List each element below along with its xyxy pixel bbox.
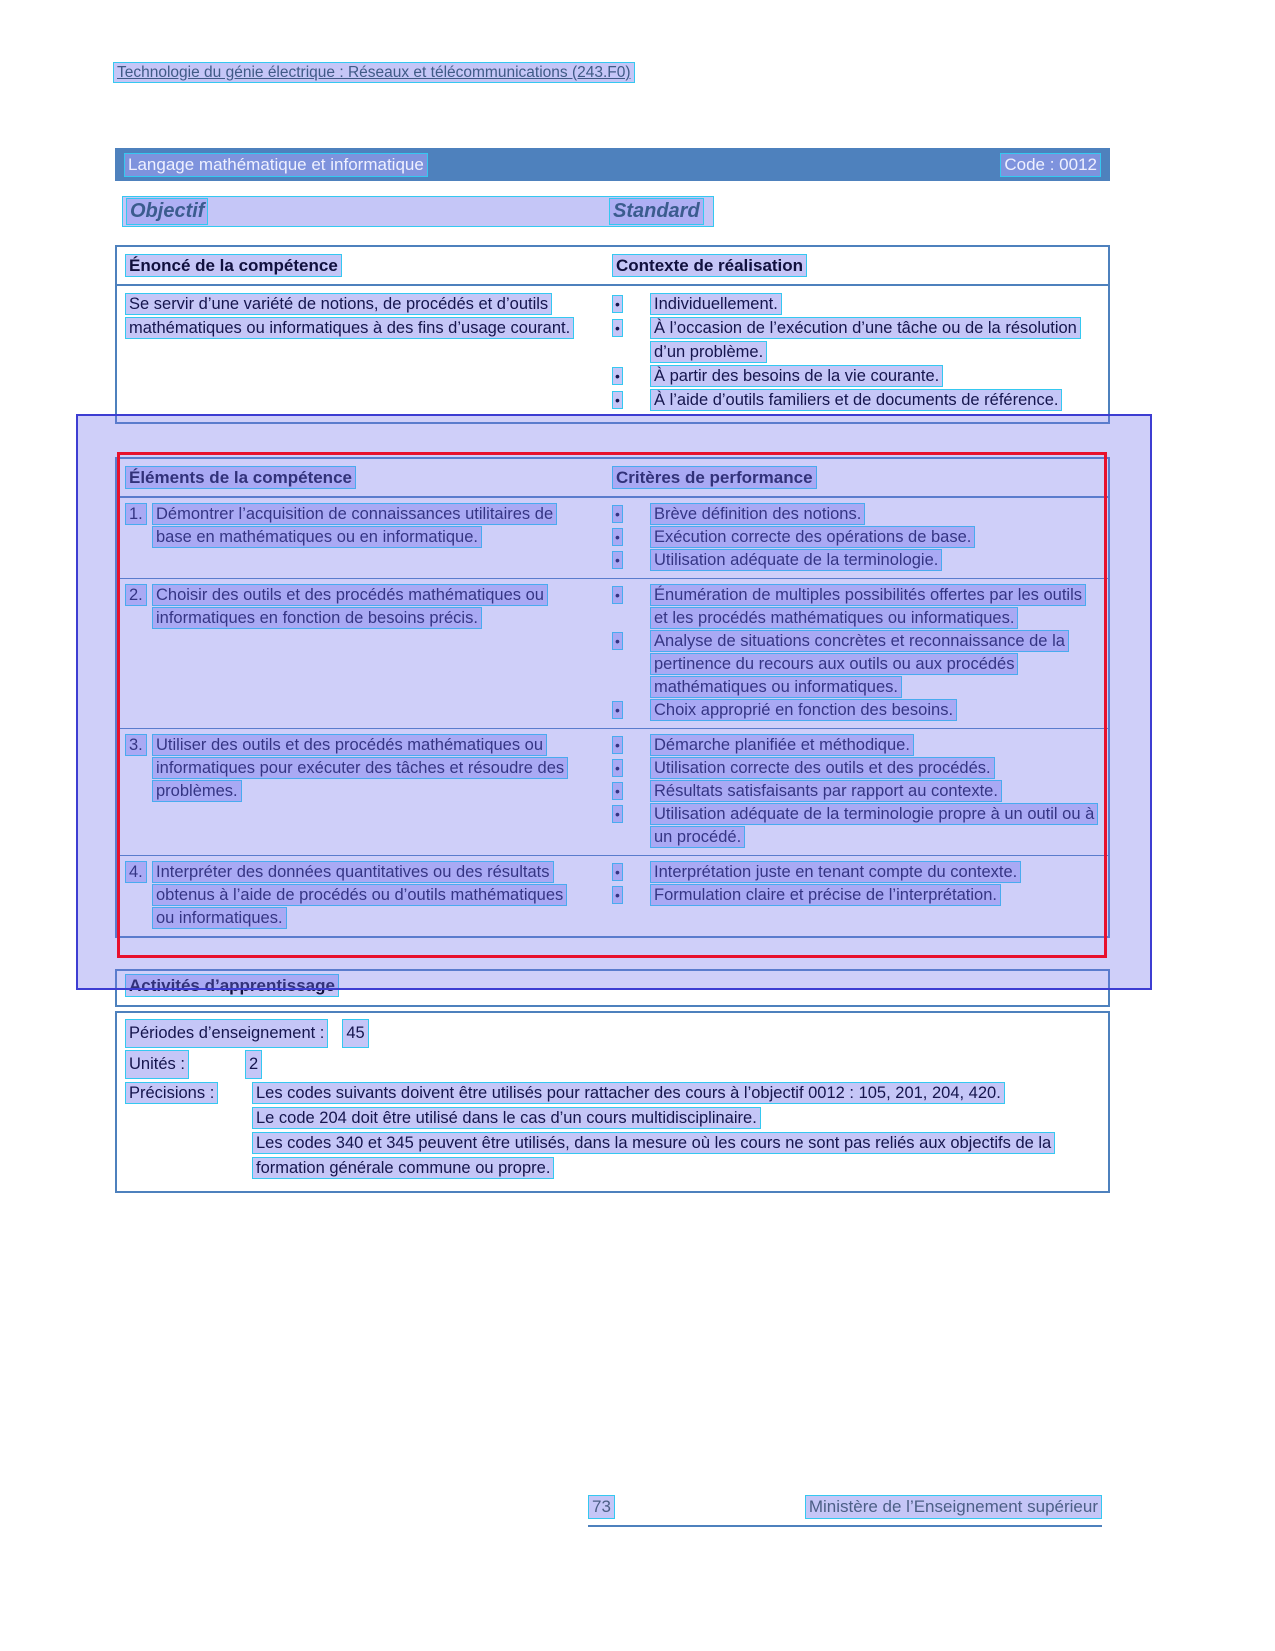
element-row-3: [117, 729, 1108, 856]
objective-title: Langage mathématique et informatique: [124, 153, 428, 177]
competence-table-body: [117, 286, 1108, 422]
footer-ministry: Ministère de l’Enseignement supérieur: [805, 1495, 1102, 1519]
competence-table: [115, 245, 1110, 424]
critere-text: Utilisation adéquate de la terminologie.: [650, 549, 942, 571]
critere-item: [612, 757, 1100, 780]
critere-text: Analyse de situations concrètes et reconnaissance de la pertinence du recours aux outils ou aux procédés mathématiques ou informatiques.: [650, 630, 1069, 698]
critere-item: [612, 699, 1100, 722]
element-row-4: [117, 856, 1108, 936]
contexte-item-text: Individuellement.: [650, 293, 782, 315]
contexte-header: Contexte de réalisation: [612, 254, 807, 277]
critere-item: [612, 780, 1100, 803]
element-number: 2.: [125, 584, 147, 606]
bullet-icon: •: [612, 391, 623, 409]
contexte-item-text: À l’aide d’outils familiers et de documents de référence.: [650, 389, 1062, 411]
criteres-cell: [612, 584, 1100, 722]
critere-item: [612, 549, 1100, 572]
elements-header-cell: [125, 465, 612, 490]
elements-header: Éléments de la compétence: [125, 466, 356, 489]
critere-text: Démarche planifiée et méthodique.: [650, 734, 914, 756]
criteres-cell: [612, 861, 1100, 930]
precisions-paragraph: Les codes suivants doivent être utilisés pour rattacher des cours à l’objectif 0012 : 105, 201, 204, 420.: [252, 1082, 1005, 1104]
precisions-text: [252, 1081, 1100, 1181]
bullet-icon: •: [612, 505, 623, 523]
element-text: Interpréter des données quantitatives ou des résultats obtenus à l’aide de procédés ou d’outils mathématiques ou informatiques.: [152, 861, 567, 929]
precisions-label: Précisions :: [125, 1082, 218, 1104]
bullet-icon: •: [612, 295, 623, 313]
critere-text: Utilisation correcte des outils et des procédés.: [650, 757, 995, 779]
contexte-item-text: À partir des besoins de la vie courante.: [650, 365, 943, 387]
critere-text: Brève définition des notions.: [650, 503, 865, 525]
bullet-icon: •: [612, 759, 623, 777]
critere-text: Énumération de multiples possibilités offertes par les outils et les procédés mathématiques ou informatiques.: [650, 584, 1086, 629]
heading-objectif: Objectif: [126, 198, 208, 225]
element-cell: [125, 503, 612, 572]
running-header: [113, 64, 635, 82]
bullet-icon: •: [612, 863, 623, 881]
critere-item: [612, 734, 1100, 757]
criteres-header: Critères de performance: [612, 466, 817, 489]
objective-title-bar: [115, 148, 1110, 181]
critere-item: [612, 584, 1100, 630]
running-header-text: Technologie du génie électrique : Réseaux et télécommunications (243.F0): [113, 62, 635, 83]
enonce-text: Se servir d’une variété de notions, de procédés et d’outils mathématiques ou informatiques à des fins d’usage courant.: [125, 293, 574, 339]
bullet-icon: •: [612, 701, 623, 719]
periodes-row: [125, 1019, 1100, 1048]
critere-item: [612, 861, 1100, 884]
bullet-icon: •: [612, 886, 623, 904]
element-cell: [125, 584, 612, 722]
contexte-item: [612, 364, 1100, 388]
bullet-icon: •: [612, 632, 623, 650]
objective-code: Code : 0012: [1000, 153, 1101, 177]
bullet-icon: •: [612, 586, 623, 604]
heading-standard: Standard: [609, 198, 704, 225]
criteres-header-cell: [612, 465, 1100, 490]
activites-header-box: [115, 969, 1110, 1007]
unites-value: 2: [245, 1050, 262, 1079]
competence-table-header: [117, 247, 1108, 286]
enonce-header: Énoncé de la compétence: [125, 254, 342, 277]
page-number: 73: [588, 1495, 615, 1519]
contexte-cell: [612, 292, 1100, 412]
contexte-item-text: À l’occasion de l’exécution d’une tâche ou de la résolution d’un problème.: [650, 317, 1081, 363]
element-text: Utiliser des outils et des procédés mathématiques ou informatiques pour exécuter des tâches et résoudre des problèmes.: [152, 734, 568, 802]
periodes-label: Périodes d’enseignement :: [125, 1019, 328, 1048]
element-text: Choisir des outils et des procédés mathématiques ou informatiques en fonction de besoins précis.: [152, 584, 548, 629]
precisions-paragraph: Le code 204 doit être utilisé dans le cas d’un cours multidisciplinaire.: [252, 1107, 761, 1129]
critere-item: [612, 884, 1100, 907]
contexte-item: [612, 388, 1100, 412]
unites-row: [125, 1050, 1100, 1079]
elements-table-header: [117, 459, 1108, 498]
element-row-1: [117, 498, 1108, 579]
element-row-2: [117, 579, 1108, 729]
critere-item: [612, 503, 1100, 526]
bullet-icon: •: [612, 528, 623, 546]
critere-text: Résultats satisfaisants par rapport au contexte.: [650, 780, 1002, 802]
contexte-item: [612, 292, 1100, 316]
precisions-row: [125, 1081, 1100, 1181]
enonce-cell: [125, 292, 612, 412]
element-cell: [125, 734, 612, 849]
section-headings-band: [122, 196, 714, 227]
unites-label: Unités :: [125, 1050, 189, 1079]
periodes-value: 45: [342, 1019, 368, 1048]
element-cell: [125, 861, 612, 930]
enonce-header-cell: [125, 253, 612, 278]
criteres-cell: [612, 734, 1100, 849]
critere-text: Exécution correcte des opérations de base.: [650, 526, 975, 548]
activites-body-box: [115, 1011, 1110, 1193]
bullet-icon: •: [612, 782, 623, 800]
critere-item: [612, 803, 1100, 849]
page-footer: [588, 1495, 1102, 1527]
bullet-icon: •: [612, 319, 623, 337]
contexte-item: [612, 316, 1100, 364]
elements-table: [115, 457, 1110, 938]
critere-item: [612, 630, 1100, 699]
critere-text: Choix approprié en fonction des besoins.: [650, 699, 957, 721]
critere-text: Formulation claire et précise de l’interprétation.: [650, 884, 1001, 906]
activites-header: Activités d’apprentissage: [125, 974, 339, 997]
precisions-paragraph: Les codes 340 et 345 peuvent être utilisés, dans la mesure où les cours ne sont pas reliés aux objectifs de la formation générale commune ou propre.: [252, 1132, 1055, 1179]
element-number: 3.: [125, 734, 147, 756]
element-number: 1.: [125, 503, 147, 525]
bullet-icon: •: [612, 805, 623, 823]
critere-text: Interprétation juste en tenant compte du contexte.: [650, 861, 1021, 883]
critere-item: [612, 526, 1100, 549]
contexte-header-cell: [612, 253, 1100, 278]
criteres-cell: [612, 503, 1100, 572]
element-text: Démontrer l’acquisition de connaissances utilitaires de base en mathématiques ou en informatique.: [152, 503, 557, 548]
element-number: 4.: [125, 861, 147, 883]
bullet-icon: •: [612, 551, 623, 569]
critere-text: Utilisation adéquate de la terminologie propre à un outil ou à un procédé.: [650, 803, 1098, 848]
bullet-icon: •: [612, 367, 623, 385]
bullet-icon: •: [612, 736, 623, 754]
